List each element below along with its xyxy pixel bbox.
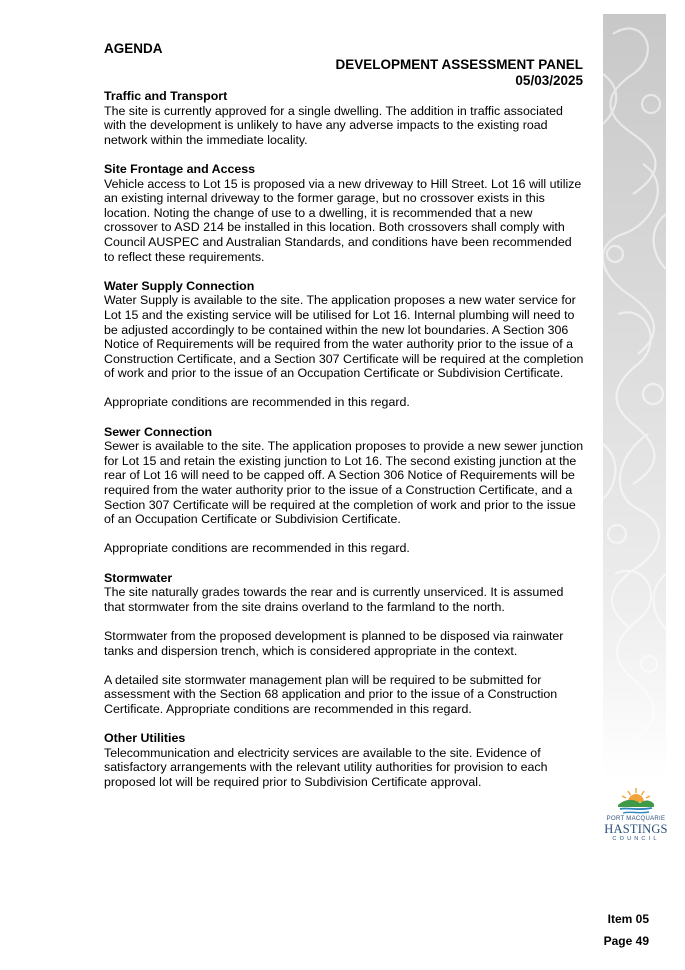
section-paragraph: The site is currently approved for a single dwelling. The addition in traffic associated with the development is unlikely to have any adverse impacts to the existing road network within the immediate locality. [104, 103, 563, 147]
section-paragraph: A detailed site stormwater management plan will be required to be submitted for assessment with the Section 68 application and prior to the issue of a Construction Certificate. Appropriate conditions are recommended in this regard. [104, 672, 558, 716]
section-heading: Sewer Connection [104, 424, 213, 439]
section-paragraph: Appropriate conditions are recommended in this regard. [104, 541, 410, 556]
document-header [335, 57, 583, 88]
meeting-date: 05/03/2025 [515, 72, 583, 88]
logo-line-1: PORT MACQUARIE [606, 816, 666, 822]
section-other-utilities [104, 731, 584, 789]
section-sewer-connection [104, 425, 584, 556]
swirl-pattern [603, 14, 666, 778]
section-water-supply [104, 279, 584, 410]
agenda-label: AGENDA [104, 41, 163, 56]
council-logo-icon [616, 786, 656, 816]
section-heading: Site Frontage and Access [104, 161, 256, 176]
section-paragraph: Appropriate conditions are recommended in this regard. [104, 395, 410, 410]
section-traffic-transport [104, 89, 584, 147]
logo-line-2: HASTINGS [604, 822, 668, 836]
section-stormwater [104, 571, 584, 717]
section-heading: Other Utilities [104, 731, 186, 746]
panel-title: DEVELOPMENT ASSESSMENT PANEL [335, 57, 583, 72]
page-number: Page 49 [603, 934, 649, 948]
decorative-side-strip [603, 14, 666, 778]
section-paragraph: Sewer is available to the site. The application proposes to provide a new sewer junction for Lot 15 and retain the existing junction to Lot 16. The second existing junction at the rear of Lot 16 will need to be capped off. A Section 306 Notice of Requirements will be required from the water authority prior to the issue of a Construction Certificate, and a Section 307 Certificate will be required at the completion of work and prior to the issue of an Occupation Certificate or Subdivision Certificate. [104, 439, 584, 527]
council-logo [603, 786, 669, 846]
section-paragraph: Telecommunication and electricity services are available to the site. Evidence of satisfactory arrangements with the relevant utility authorities for provision to each proposed lot will be required prior to Subdivision Certificate approval. [104, 745, 548, 789]
section-heading: Stormwater [104, 570, 173, 585]
section-site-frontage-access [104, 162, 584, 264]
section-paragraph: Vehicle access to Lot 15 is proposed via a new driveway to Hill Street. Lot 16 will utilize an existing internal driveway to the former garage, but no crossover exists in this location. Noting the change of use to a dwelling, it is recommended that a new crossover to ASD 214 be installed in this location. Both crossovers shall comply with Council AUSPEC and Australian Standards, and conditions have been recommended to reflect these requirements. [104, 176, 582, 264]
section-paragraph: Stormwater from the proposed development is planned to be disposed via rainwater tanks and dispersion trench, which is considered appropriate in the context. [104, 628, 564, 658]
section-heading: Traffic and Transport [104, 89, 228, 103]
section-heading: Water Supply Connection [104, 278, 255, 293]
report-body [104, 89, 584, 804]
item-number: Item 05 [607, 912, 649, 926]
section-paragraph: The site naturally grades towards the rear and is currently unserviced. It is assumed that stormwater from the site drains overland to the farmland to the north. [104, 585, 564, 614]
logo-line-3: COUNCIL [612, 836, 660, 842]
section-paragraph: Water Supply is available to the site. The application proposes a new water service for Lot 15 and the existing service will be utilised for Lot 16. Internal plumbing will need to be adjusted accordingly to be contained within the new lot boundaries. A Section 306 Notice of Requirements will be required from the water authority prior to the issue of a Construction Certificate, and a Section 307 Certificate will be required at the completion of work and prior to the issue of an Occupation Certificate or Subdivision Certificate. [104, 293, 584, 381]
